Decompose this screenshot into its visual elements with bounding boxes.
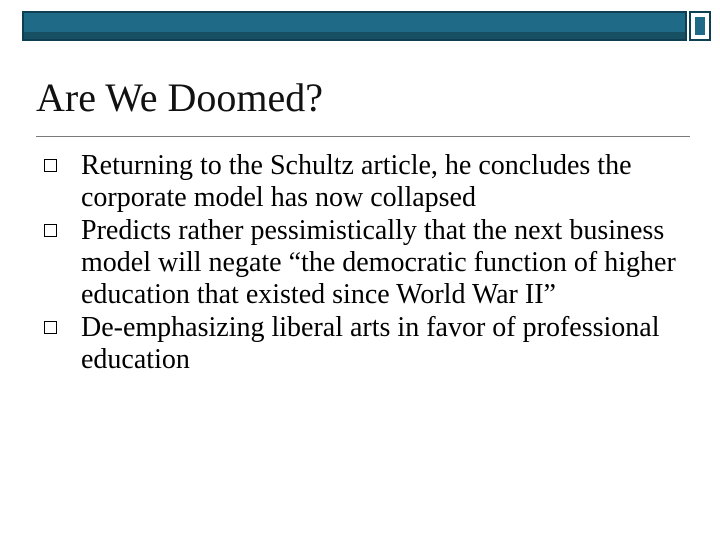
header-corner-square [689,11,711,41]
bullet-text-1: Returning to the Schultz article, he concludes the corporate model has now collapsed [81,150,632,213]
square-bullet-icon [44,321,57,334]
bullet-text-3: De-emphasizing liberal arts in favor of professional education [81,312,660,375]
square-bullet-icon [44,224,57,237]
header-band-shadow [24,32,685,39]
title-divider [36,136,690,137]
slide-title: Are We Doomed? [36,75,324,120]
bullet-list [36,150,696,377]
bullet-item-2 [36,215,696,311]
bullet-item-3 [36,312,696,376]
square-bullet-icon [44,159,57,172]
header-band [22,11,687,41]
bullet-item-1 [36,150,696,214]
bullet-text-2: Predicts rather pessimistically that the next business model will negate “the democratic function of higher education that existed since World War II” [81,215,676,310]
